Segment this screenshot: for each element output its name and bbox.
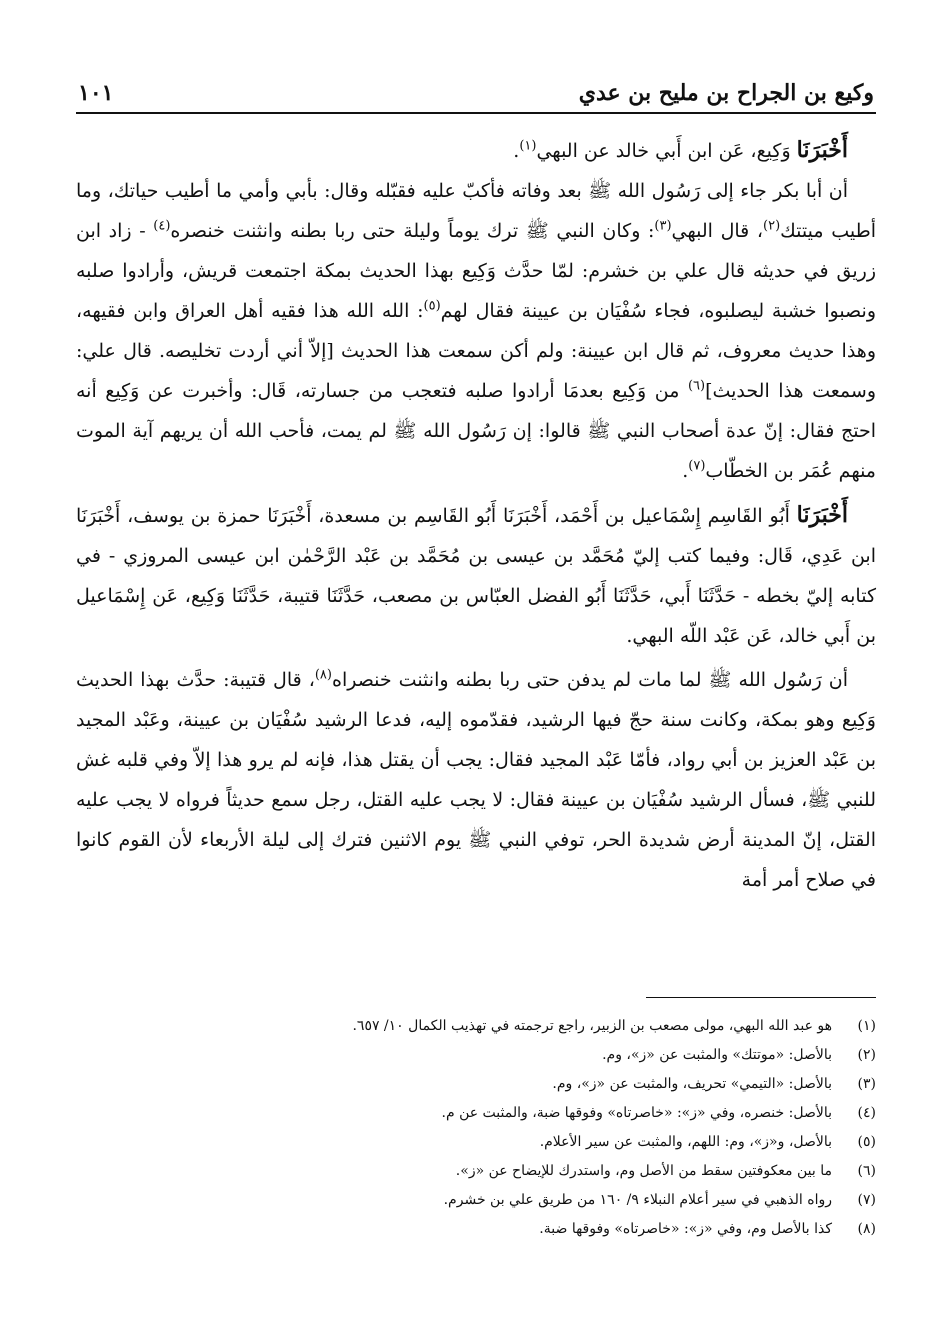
footnote-separator xyxy=(646,997,876,998)
footnote-ref-1[interactable]: (١) xyxy=(519,138,537,154)
paragraph-3 xyxy=(76,495,876,656)
paragraph-2-text-7: . xyxy=(682,460,689,482)
footnote-text: بالأصل: «موتتك» والمثبت عن «ز»، وم. xyxy=(602,1047,832,1063)
footnote xyxy=(76,1041,876,1070)
paragraph-4 xyxy=(76,660,876,900)
footnote-text: ما بين معكوفتين سقط من الأصل وم، واستدرك للإيضاح عن «ز». xyxy=(455,1163,832,1179)
footnote xyxy=(76,1099,876,1128)
footnote-ref-6[interactable]: (٦) xyxy=(687,378,706,394)
footnote xyxy=(76,1215,876,1244)
page-header xyxy=(78,66,874,106)
paragraph-2-text-1: أن أبا بكر جاء إلى رَسُول الله ﷺ بعد وفاته فأكبّ عليه فقبّله وقال: بأبي وأمي ما أطيب حياتك، وما أطيب ميتتك xyxy=(76,180,876,242)
footnote xyxy=(76,1012,876,1041)
footnote-number: (٥) xyxy=(857,1134,876,1150)
page-number: ١٠١ xyxy=(78,80,114,106)
footnote-ref-3[interactable]: (٣) xyxy=(654,218,672,234)
footnote-text: بالأصل: خنصره، وفي «ز»: «خاصرتاه» وفوقها ضبة، والمثبت عن م. xyxy=(441,1105,832,1121)
paragraph-4-text-2: ، قال قتيبة: حدَّث بهذا الحديث وَكِيع وهو بمكة، وكانت سنة حجّ فيها الرشيد، فقدّموه إليه، فدعا الرشيد سُفْيَان بن عيينة، وعَبْد المجيد بن عَبْد العزيز بن أبي رواد، فأمّا عَبْد المجيد فقال: يجب أن يقتل هذا، فإنه لم يرو هذا إلاّ وفي قلبه غش للنبي ﷺ، فسأل الرشيد سُفْيَان بن عيينة فقال: لا يجب عليه القتل، رجل سمع حديثاً فرواه لا يجب عليه القتل، إنّ المدينة أرض شديدة الحر، توفي النبي ﷺ يوم الاثنين فترك إلى ليلة الأربعاء لأن القوم كانوا في صلاح أمر أمة xyxy=(76,669,876,891)
main-text xyxy=(76,130,876,900)
paragraph-2 xyxy=(76,171,876,491)
footnote-text: كذا بالأصل وم، وفي «ز»: «خاصرتاه» وفوقها ضبة. xyxy=(539,1221,832,1237)
footnotes xyxy=(76,1012,876,1244)
paragraph-2-text-5: : الله الله هذا فقيه أهل العراق وابن فقيهه، وهذا حديث معروف، ثم قال ابن عيينة: ولم أكن سمعت هذا الحديث [إلاّ أني أردت تخليصه. قال علي: وسمعت هذا الحديث] xyxy=(76,300,876,402)
paragraph-1-keyword: أَخْبَرَنَا xyxy=(796,137,848,163)
footnote-ref-7[interactable]: (٧) xyxy=(688,458,706,474)
footnote-number: (٧) xyxy=(857,1192,876,1208)
footnote-number: (٨) xyxy=(857,1221,876,1237)
footnote-ref-5[interactable]: (٥) xyxy=(423,298,441,314)
footnote-number: (٢) xyxy=(857,1047,876,1063)
running-title: وكيع بن الجراح بن مليح بن عدي xyxy=(578,80,874,106)
footnote xyxy=(76,1157,876,1186)
footnote xyxy=(76,1128,876,1157)
paragraph-2-text-2: ، قال البهي xyxy=(671,220,764,242)
paragraph-1-end: . xyxy=(513,140,520,162)
footnote-ref-2[interactable]: (٢) xyxy=(763,218,781,234)
paragraph-4-text-1: أن رَسُول الله ﷺ لما مات لم يدفن حتى ربا بطنه وانثنت خنصراه xyxy=(331,669,848,691)
footnote-number: (٦) xyxy=(857,1163,876,1179)
paragraph-1 xyxy=(76,130,876,171)
paragraph-2-text-6: من وَكِيع بعدمَا أرادوا صلبه فتعجب من جسارته، قَال: وأخبرت عن وَكِيع أنه احتج فقال: إنّ عدة أصحاب النبي ﷺ قالوا: إن رَسُول الله ﷺ لم يمت، فأحب الله أن يريهم آية الموت منهم عُمَر بن الخطّاب xyxy=(76,380,876,482)
paragraph-1-text: وَكِيع، عَن ابن أَبي خالد عن البهي xyxy=(536,140,797,162)
footnote xyxy=(76,1186,876,1215)
paragraph-2-text-3: : وكان النبي ﷺ ترك يوماً وليلة حتى ربا بطنه وانثنت خنصره xyxy=(170,220,655,242)
footnote-number: (٤) xyxy=(857,1105,876,1121)
footnote-ref-4[interactable]: (٤) xyxy=(153,218,171,234)
paragraph-2-text-4: - زاد ابن زريق في حديثه قال علي بن خشرم: لمّا حدَّث وَكِيع بهذا الحديث بمكة اجتمعت قريش، وأرادوا صلبه ونصبوا خشبة ليصلبوه، فجاء سُفْيَان بن عيينة فقال لهم xyxy=(76,220,876,322)
footnote-number: (٣) xyxy=(857,1076,876,1092)
paragraph-3-keyword: أَخْبَرَنَا xyxy=(796,502,848,528)
footnote-text: هو عبد الله البهي، مولى مصعب بن الزبير، راجع ترجمته في تهذيب الكمال ١٠/ ٦٥٧. xyxy=(352,1018,832,1034)
header-rule xyxy=(76,112,876,114)
footnote-text: بالأصل: «التيمي» تحريف، والمثبت عن «ز»، وم. xyxy=(552,1076,832,1092)
paragraph-3-text: أَبُو القَاسِم إِسْمَاعيل بن أَحْمَد، أَخْبَرَنَا أَبُو القَاسِم بن مسعدة، أَخْبَرَنَا حمزة بن يوسف، أَخْبَرَنَا ابن عَدِي، قَال: وفيما كتب إليّ مُحَمَّد بن عيسى بن مُحَمَّد بن عَبْد الرَّحْمٰن ابن عيسى المروزي - في كتابه إليّ بخطه - حَدَّثَنَا أَبي، حَدَّثَنَا أَبُو الفضل العبّاس بن مصعب، حَدَّثَنَا قتيبة، حَدَّثَنَا وَكِيع، عَن إِسْمَاعيل بن أَبي خالد، عَن عَبْد اللّه البهي. xyxy=(76,505,876,647)
footnote-text: رواه الذهبي في سير أعلام النبلاء ٩/ ١٦٠ من طريق علي بن خشرم. xyxy=(443,1192,832,1208)
footnote xyxy=(76,1070,876,1099)
footnote-number: (١) xyxy=(857,1018,876,1034)
footnote-text: بالأصل، و«ز»، وم: اللهم، والمثبت عن سير الأعلام. xyxy=(539,1134,832,1150)
footnote-ref-8[interactable]: (٨) xyxy=(314,667,332,683)
